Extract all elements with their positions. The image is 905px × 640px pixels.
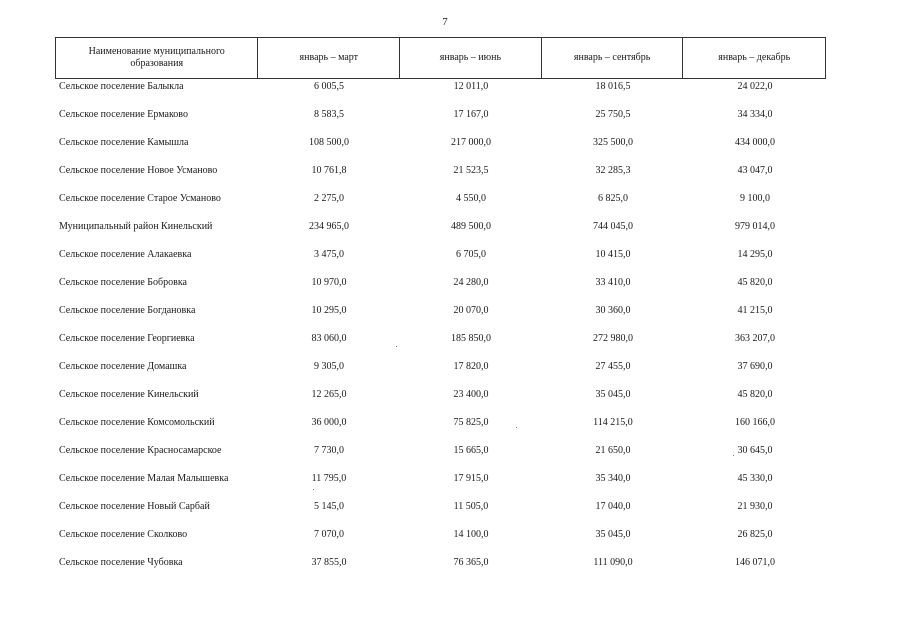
row-value: 114 215,0 (593, 416, 633, 428)
table-row (55, 156, 826, 184)
column-header-q1: январь – март (258, 38, 400, 78)
column-header-h1: январь – июнь (400, 38, 542, 78)
row-value: 4 550,0 (456, 192, 486, 204)
row-value: 7 730,0 (314, 444, 344, 456)
row-name: Сельское поселение Сколково (59, 528, 188, 540)
row-value: 11 795,0 (311, 472, 347, 484)
table-row (55, 100, 826, 128)
column-header-name: Наименование муниципального образования (56, 38, 258, 78)
table-row (55, 408, 826, 436)
row-name: Муниципальный район Кинельский (59, 220, 213, 232)
row-value: 75 825,0 (453, 416, 489, 428)
row-value: 744 045,0 (593, 220, 633, 232)
row-name: Сельское поселение Алакаевка (59, 248, 192, 260)
row-value: 76 365,0 (453, 556, 489, 568)
row-name: Сельское поселение Новый Сарбай (59, 500, 210, 512)
table-row (55, 436, 826, 464)
row-value: 20 070,0 (453, 304, 489, 316)
row-value: 272 980,0 (593, 332, 633, 344)
row-value: 45 820,0 (737, 276, 773, 288)
row-value: 5 145,0 (314, 500, 344, 512)
table-row (55, 212, 826, 240)
row-name: Сельское поселение Чубовка (59, 556, 183, 568)
row-name: Сельское поселение Старое Усманово (59, 192, 221, 204)
table-row (55, 240, 826, 268)
table-row (55, 352, 826, 380)
row-value: 17 915,0 (453, 472, 489, 484)
column-header-year: январь – декабрь (718, 52, 791, 63)
row-value: 23 400,0 (453, 388, 489, 400)
column-header-9m: январь – сентябрь (542, 38, 684, 78)
row-value: 26 825,0 (737, 528, 773, 540)
table-body (55, 72, 826, 576)
row-value: 34 334,0 (737, 108, 773, 120)
scan-speck (733, 455, 734, 456)
table-row (55, 520, 826, 548)
scan-speck (516, 427, 517, 428)
row-name: Сельское поселение Красносамарское (59, 444, 222, 456)
row-value: 21 523,5 (453, 164, 489, 176)
scan-speck (396, 346, 397, 347)
row-value: 8 583,5 (314, 108, 344, 120)
row-value: 12 265,0 (311, 388, 347, 400)
row-value: 30 360,0 (595, 304, 631, 316)
row-name: Сельское поселение Георгиевка (59, 332, 195, 344)
table-row (55, 128, 826, 156)
table-row (55, 548, 826, 576)
table-row (55, 72, 826, 100)
table-row (55, 268, 826, 296)
row-value: 9 100,0 (740, 192, 770, 204)
row-value: 27 455,0 (595, 360, 631, 372)
table-row (55, 296, 826, 324)
row-value: 35 340,0 (595, 472, 631, 484)
row-name: Сельское поселение Новое Усманово (59, 164, 218, 176)
row-value: 434 000,0 (735, 136, 775, 148)
row-value: 25 750,5 (595, 108, 631, 120)
table-row (55, 184, 826, 212)
row-value: 36 000,0 (311, 416, 347, 428)
row-value: 30 645,0 (737, 444, 773, 456)
row-name: Сельское поселение Малая Малышевка (59, 472, 229, 484)
row-value: 45 330,0 (737, 472, 773, 484)
row-value: 6 705,0 (456, 248, 486, 260)
row-value: 17 040,0 (595, 500, 631, 512)
row-value: 111 090,0 (593, 556, 633, 568)
row-name: Сельское поселение Кинельский (59, 388, 199, 400)
row-value: 146 071,0 (735, 556, 775, 568)
row-name: Сельское поселение Богдановка (59, 304, 196, 316)
table-row (55, 492, 826, 520)
row-value: 6 825,0 (598, 192, 628, 204)
row-value: 185 850,0 (451, 332, 491, 344)
table-row (55, 324, 826, 352)
row-name: Сельское поселение Камышла (59, 136, 189, 148)
row-name: Сельское поселение Домашка (59, 360, 187, 372)
row-value: 10 970,0 (311, 276, 347, 288)
row-value: 363 207,0 (735, 332, 775, 344)
row-value: 45 820,0 (737, 388, 773, 400)
row-value: 17 820,0 (453, 360, 489, 372)
row-value: 9 305,0 (314, 360, 344, 372)
row-value: 217 000,0 (451, 136, 491, 148)
row-value: 14 100,0 (453, 528, 489, 540)
row-value: 979 014,0 (735, 220, 775, 232)
table-row (55, 464, 826, 492)
row-value: 35 045,0 (595, 528, 631, 540)
row-name: Сельское поселение Ермаково (59, 108, 188, 120)
page-number: 7 (442, 16, 448, 28)
row-value: 37 690,0 (737, 360, 773, 372)
row-value: 10 415,0 (595, 248, 631, 260)
row-value: 489 500,0 (451, 220, 491, 232)
row-value: 12 011,0 (453, 80, 489, 92)
row-value: 10 761,8 (311, 164, 347, 176)
row-value: 17 167,0 (453, 108, 489, 120)
row-value: 108 500,0 (309, 136, 349, 148)
row-value: 15 665,0 (453, 444, 489, 456)
scan-speck (313, 489, 314, 490)
row-value: 234 965,0 (309, 220, 349, 232)
row-value: 83 060,0 (311, 332, 347, 344)
row-name: Сельское поселение Комсомольский (59, 416, 215, 428)
row-value: 32 285,3 (595, 164, 631, 176)
row-value: 24 280,0 (453, 276, 489, 288)
table-row (55, 380, 826, 408)
row-name: Сельское поселение Балыкла (59, 80, 184, 92)
row-value: 325 500,0 (593, 136, 633, 148)
row-value: 41 215,0 (737, 304, 773, 316)
row-value: 3 475,0 (314, 248, 344, 260)
row-value: 7 070,0 (314, 528, 344, 540)
row-value: 24 022,0 (737, 80, 773, 92)
row-name: Сельское поселение Бобровка (59, 276, 187, 288)
row-value: 11 505,0 (453, 500, 489, 512)
row-value: 10 295,0 (311, 304, 347, 316)
row-value: 18 016,5 (595, 80, 631, 92)
row-value: 37 855,0 (311, 556, 347, 568)
row-value: 21 650,0 (595, 444, 631, 456)
row-value: 33 410,0 (595, 276, 631, 288)
row-value: 14 295,0 (737, 248, 773, 260)
row-value: 6 005,5 (314, 80, 344, 92)
row-value: 160 166,0 (735, 416, 775, 428)
row-value: 2 275,0 (314, 192, 344, 204)
row-value: 21 930,0 (737, 500, 773, 512)
row-value: 43 047,0 (737, 164, 773, 176)
row-value: 35 045,0 (595, 388, 631, 400)
